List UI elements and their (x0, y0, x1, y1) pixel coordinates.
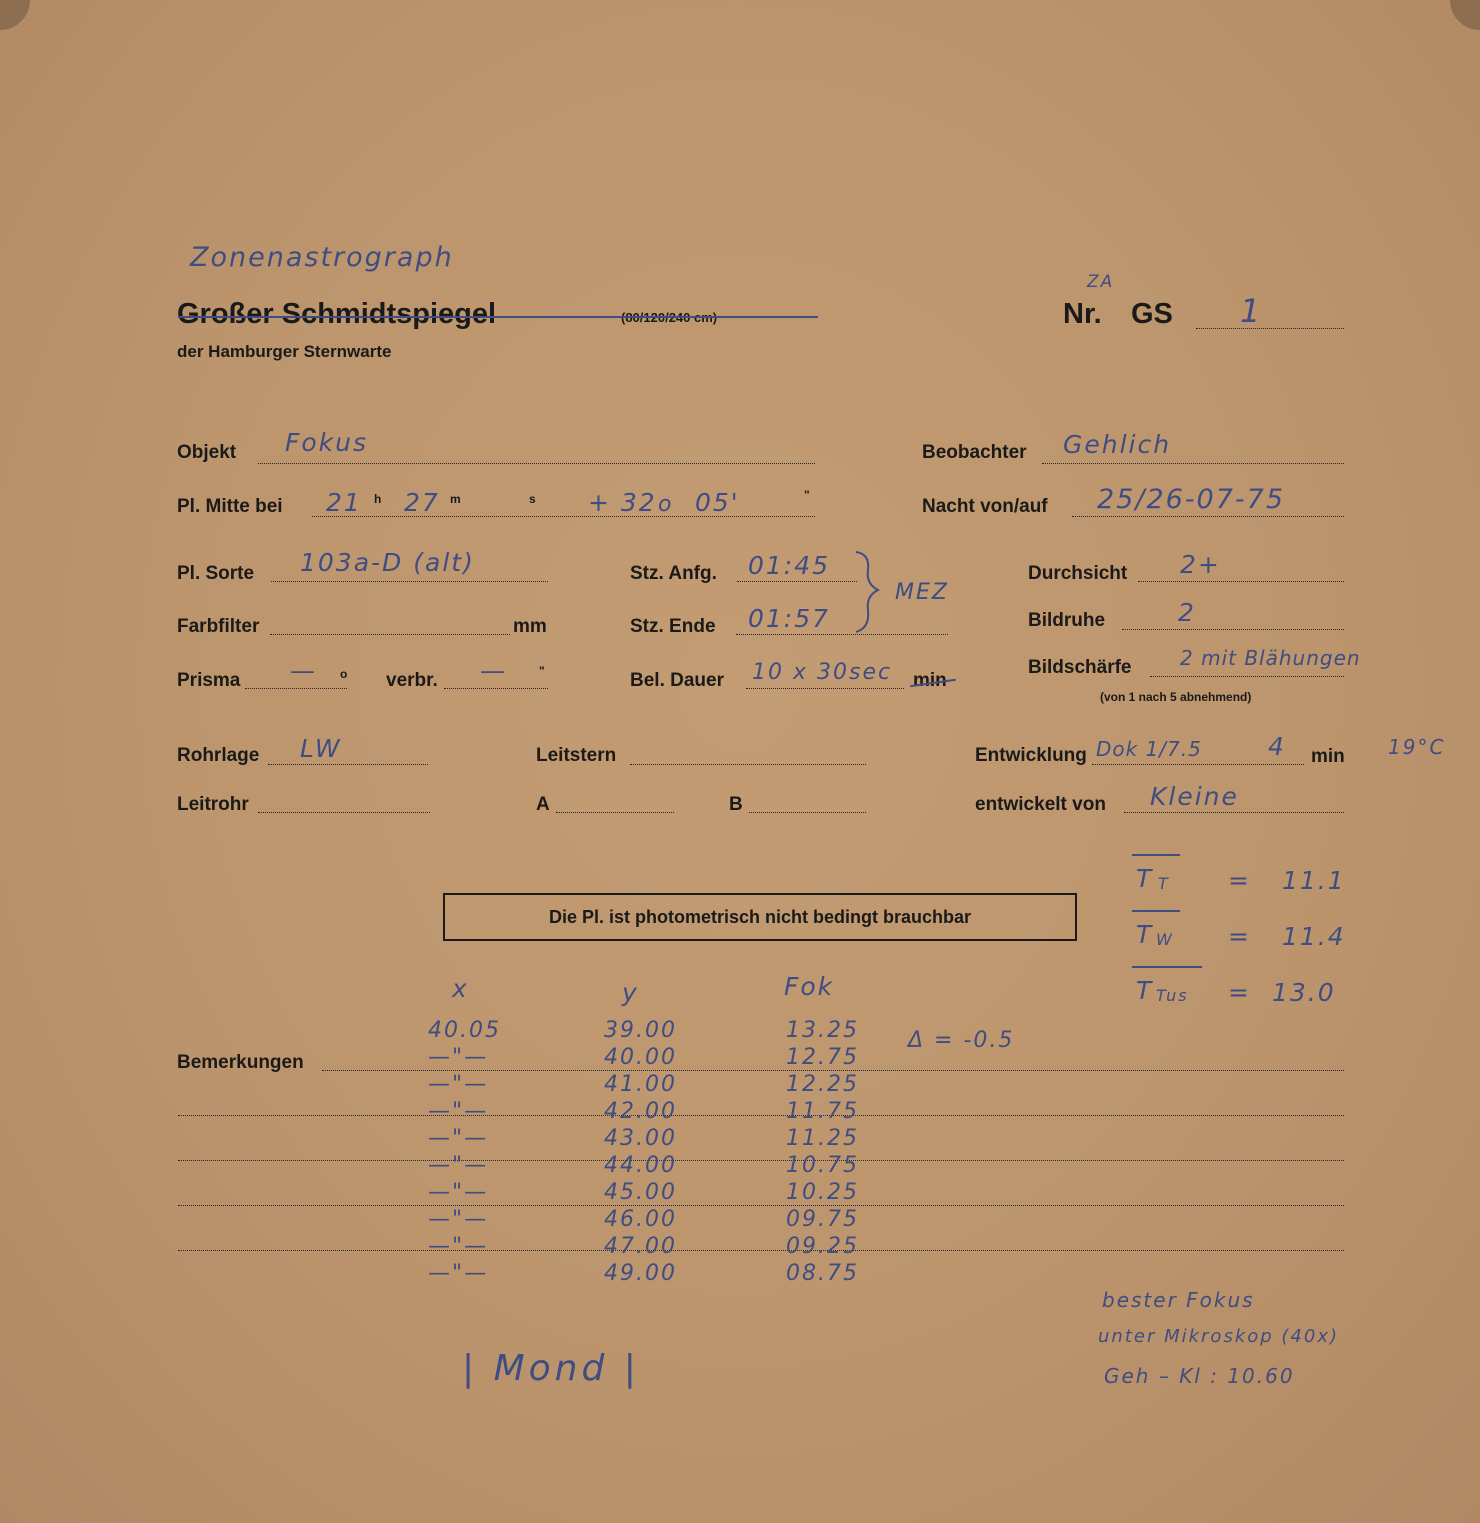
farbfilter-unit: mm (513, 616, 547, 637)
measurement-focus: 11.75 (786, 1099, 859, 1124)
temp-value: 11.1 (1282, 866, 1346, 895)
mez-note: MEZ (895, 580, 949, 605)
entwickelt-von-label: entwickelt von (975, 794, 1106, 815)
leitrohr-label: Leitrohr (177, 794, 249, 815)
mez-brace (848, 548, 888, 638)
measurement-x: —"— (428, 1072, 489, 1097)
worn-corner (0, 0, 30, 30)
measurement-focus: 13.25 (786, 1018, 859, 1043)
stz-anfg-dotline (737, 581, 857, 582)
remarks-dotline (322, 1070, 1344, 1071)
a-dotline (556, 812, 674, 813)
pl-sorte-label: Pl. Sorte (177, 563, 255, 584)
nacht-label: Nacht von/auf (922, 496, 1048, 517)
stz-ende-value: 01:57 (748, 604, 831, 633)
objekt-value: Fokus (285, 428, 369, 457)
temp-subscript: T (1158, 874, 1170, 893)
measurement-y: 42.00 (604, 1099, 677, 1124)
bildruhe-value: 2 (1178, 598, 1196, 627)
pl-mitte-h-value: 21 (326, 488, 362, 517)
column-header-y: y (622, 978, 639, 1007)
temp-subscript: W (1156, 930, 1174, 949)
pl-mitte-m-unit: m (450, 492, 461, 506)
measurement-focus: 12.75 (786, 1045, 859, 1070)
bel-dauer-label: Bel. Dauer (630, 670, 724, 691)
measurement-y: 47.00 (604, 1234, 677, 1259)
photometry-notice-box: Die Pl. ist photometrisch nicht bedingt brauchbar (443, 893, 1077, 941)
page-subtitle: der Hamburger Sternwarte (177, 342, 392, 361)
entwicklung-minutes: 4 (1268, 732, 1286, 761)
remarks-dotline (178, 1115, 1344, 1116)
b-dotline (749, 812, 866, 813)
mean-bar (1132, 966, 1202, 968)
measurement-focus: 08.75 (786, 1261, 859, 1286)
farbfilter-label: Farbfilter (177, 616, 260, 637)
stz-ende-label: Stz. Ende (630, 616, 716, 637)
measurement-focus: 09.75 (786, 1207, 859, 1232)
bildruhe-label: Bildruhe (1028, 610, 1106, 631)
measurement-y: 45.00 (604, 1180, 677, 1205)
stz-anfg-value: 01:45 (748, 551, 831, 580)
entwickelt-von-value: Kleine (1150, 782, 1239, 811)
rohrlage-dotline (268, 764, 428, 765)
worn-corner (1450, 0, 1480, 30)
objekt-dotline (258, 463, 815, 464)
beobachter-label: Beobachter (922, 442, 1027, 463)
measurement-focus: 09.25 (786, 1234, 859, 1259)
prisma-dotline (245, 688, 347, 689)
pl-mitte-m-value: 27 (404, 488, 440, 517)
column-header-fok: Fok (784, 972, 835, 1001)
entwickelt-von-dotline (1124, 812, 1344, 813)
column-header-x: x (452, 974, 469, 1003)
entwicklung-unit: min (1311, 746, 1345, 767)
entwicklung-label: Entwicklung (975, 745, 1087, 766)
measurement-focus: 10.75 (786, 1153, 859, 1178)
measurement-y: 40.00 (604, 1045, 677, 1070)
temp-equals: = (1228, 978, 1251, 1007)
measurement-y: 41.00 (604, 1072, 677, 1097)
pl-sorte-dotline (271, 581, 548, 582)
nr-dotline (1196, 328, 1344, 329)
prisma-unit: o (340, 667, 348, 681)
stz-anfg-label: Stz. Anfg. (630, 563, 717, 584)
nr-label: Nr. (1063, 298, 1102, 330)
instrument-handwritten: Zonenastrograph (190, 242, 454, 273)
measurement-x: —"— (428, 1153, 489, 1178)
temp-equals: = (1228, 922, 1251, 951)
measurement-focus: 12.25 (786, 1072, 859, 1097)
verbr-unit: " (539, 664, 545, 678)
mean-bar (1132, 910, 1180, 912)
measurement-y: 44.00 (604, 1153, 677, 1178)
durchsicht-label: Durchsicht (1028, 563, 1128, 584)
measurement-y: 49.00 (604, 1261, 677, 1286)
pl-mitte-label: Pl. Mitte bei (177, 496, 283, 517)
prisma-label: Prisma (177, 670, 241, 691)
measurement-x: —"— (428, 1261, 489, 1286)
measurement-x: —"— (428, 1045, 489, 1070)
measurement-x: —"— (428, 1126, 489, 1151)
rohrlage-label: Rohrlage (177, 745, 260, 766)
verbr-label: verbr. (386, 670, 438, 691)
pl-mitte-dec-value: + 32 (588, 488, 657, 517)
temp-symbol: T (1136, 920, 1154, 949)
title-strikethrough (178, 316, 818, 318)
beobachter-value: Gehlich (1063, 430, 1172, 459)
durchsicht-dotline (1138, 581, 1344, 582)
pl-mitte-s-unit: s (529, 492, 536, 506)
bel-dauer-value: 10 x 30sec (752, 660, 893, 685)
pl-sorte-value: 103a-D (alt) (300, 548, 475, 577)
bel-dauer-unit: min (913, 670, 947, 691)
temp-equals: = (1228, 866, 1251, 895)
bildschaerfe-scale-note: (von 1 nach 5 abnehmend) (1100, 690, 1252, 704)
bildschaerfe-label: Bildschärfe (1028, 657, 1132, 678)
side-note-line: unter Mikroskop (40x) (1098, 1326, 1340, 1347)
pl-mitte-h-unit: h (374, 492, 382, 506)
verbr-value: — (480, 656, 507, 685)
delta-note: Δ = -0.5 (908, 1028, 1015, 1053)
measurement-x: —"— (428, 1180, 489, 1205)
bemerkungen-label: Bemerkungen (177, 1052, 304, 1073)
leitstern-dotline (630, 764, 866, 765)
nr-series: GS (1131, 298, 1173, 330)
measurement-focus: 11.25 (786, 1126, 859, 1151)
measurement-x: —"— (428, 1234, 489, 1259)
remarks-dotline (178, 1205, 1344, 1206)
side-note-line: bester Fokus (1102, 1288, 1255, 1312)
temp-symbol: T (1136, 864, 1154, 893)
verbr-dotline (444, 688, 548, 689)
title-aperture: (80/120/240 cm) (621, 310, 718, 325)
nacht-value: 25/26-07-75 (1097, 484, 1286, 515)
temp-value: 13.0 (1272, 978, 1336, 1007)
bildruhe-dotline (1122, 629, 1344, 630)
bel-dauer-dotline (746, 688, 904, 689)
pl-mitte-arcsec-unit: " (804, 488, 810, 502)
measurement-focus: 10.25 (786, 1180, 859, 1205)
measurement-x: 40.05 (428, 1018, 501, 1043)
bildschaerfe-dotline (1150, 676, 1344, 677)
pl-mitte-deg-unit: o (658, 492, 674, 517)
mond-note: | Mond | (462, 1348, 640, 1389)
measurement-y: 43.00 (604, 1126, 677, 1151)
measurement-y: 46.00 (604, 1207, 677, 1232)
leitrohr-dotline (258, 812, 430, 813)
beobachter-dotline (1042, 463, 1344, 464)
nr-value: 1 (1240, 292, 1263, 330)
measurement-x: —"— (428, 1099, 489, 1124)
objekt-label: Objekt (177, 442, 237, 463)
farbfilter-dotline (270, 634, 510, 635)
leitstern-label: Leitstern (536, 745, 617, 766)
entwicklung-value: Dok 1/7.5 (1096, 737, 1202, 761)
pl-mitte-arcmin-value: 05' (695, 488, 740, 517)
nacht-dotline (1072, 516, 1344, 517)
measurement-x: —"— (428, 1207, 489, 1232)
temp-subscript: Tus (1156, 986, 1189, 1005)
side-note-line: Geh – Kl : 10.60 (1104, 1364, 1295, 1388)
prisma-value: — (290, 656, 317, 685)
measurement-y: 39.00 (604, 1018, 677, 1043)
remarks-dotline (178, 1250, 1344, 1251)
mean-bar (1132, 854, 1180, 856)
b-label: B (729, 794, 743, 815)
durchsicht-value: 2+ (1180, 550, 1221, 579)
stz-ende-dotline (736, 634, 948, 635)
temp-symbol: T (1136, 976, 1154, 1005)
entwicklung-dotline (1092, 764, 1304, 765)
bildschaerfe-value: 2 mit Blähungen (1180, 646, 1361, 670)
remarks-dotline (178, 1160, 1344, 1161)
rohrlage-value: LW (300, 734, 342, 763)
nr-superscript: ZA (1087, 272, 1115, 292)
entwicklung-temp: 19°C (1388, 735, 1446, 759)
temp-value: 11.4 (1282, 922, 1346, 951)
page-title: Großer Schmidtspiegel (177, 298, 497, 330)
a-label: A (536, 794, 550, 815)
